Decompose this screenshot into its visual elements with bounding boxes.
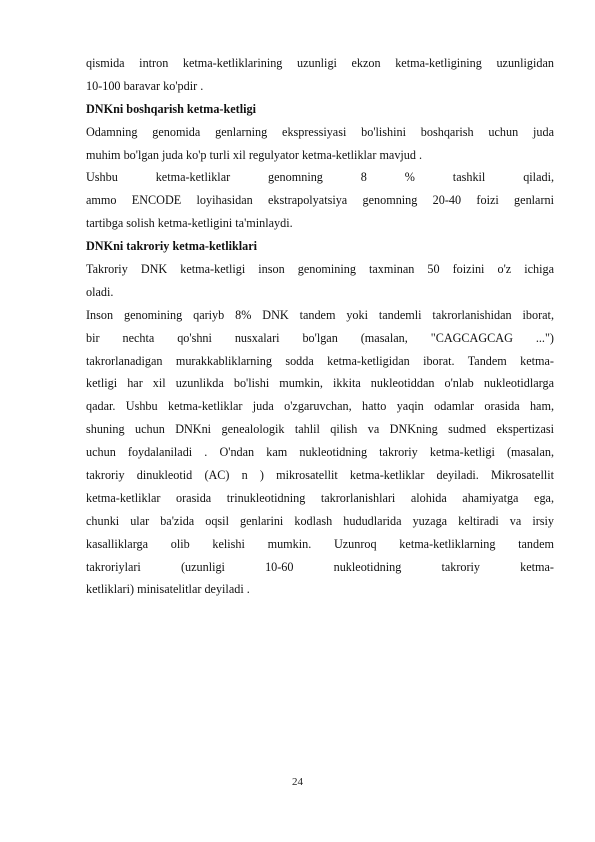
text-line: kasalliklarga olib kelishi mumkin. Uzunroq ketma-ketliklarning tandem bbox=[86, 536, 554, 551]
text-line: shuning uchun DNKni genealologik tahlil qilish va DNKning sudmed ekspertizasi bbox=[86, 422, 554, 437]
section-heading: DNKni takroriy ketma-ketliklari bbox=[86, 239, 258, 254]
text-line: ketligi har xil uzunlikda bo'lishi mumkin, ikkita nukleotiddan o'nlab nukleotidlarga bbox=[86, 376, 554, 391]
text-line: Takroriy DNK ketma-ketligi inson genomining taxminan 50 foizini o'z ichiga bbox=[86, 262, 554, 277]
text-line: qadar. Ushbu ketma-ketliklar juda o'zgaruvchan, hatto yaqin odamlar orasida ham, bbox=[86, 399, 554, 414]
text-line: 10-100 baravar ko'pdir . bbox=[86, 78, 204, 93]
text-line: Ushbu ketma-ketliklar genomning 8 % tashkil qiladi, bbox=[86, 170, 554, 185]
section-heading: DNKni boshqarish ketma-ketligi bbox=[86, 101, 256, 116]
text-line: bir nechta qo'shni nusxalari bo'lgan (masalan, "CAGCAGCAG ...") bbox=[86, 330, 554, 345]
document-body bbox=[86, 52, 554, 601]
text-line: qismida intron ketma-ketliklarining uzunligi ekzon ketma-ketligining uzunligidan bbox=[86, 56, 554, 70]
text-line: muhim bo'lgan juda ko'p turli xil regulyator ketma-ketliklar mavjud . bbox=[86, 147, 423, 162]
text-line: takrorlanadigan murakkabliklarning sodda ketma-ketligidan iborat. Tandem ketma- bbox=[86, 353, 554, 368]
page-number: 24 bbox=[292, 776, 303, 788]
text-line: oladi. bbox=[86, 284, 114, 299]
text-line: ketliklari) minisatelitlar deyiladi . bbox=[86, 582, 250, 597]
text-line: takroriylari (uzunligi 10-60 nukleotidning takroriy ketma- bbox=[86, 559, 554, 574]
text-line: uchun foydalaniladi . O'ndan kam nukleotidning takroriy ketma-ketligi (masalan, bbox=[86, 445, 554, 460]
text-line: tartibga solish ketma-ketligini ta'minlaydi. bbox=[86, 216, 293, 231]
text-line: ketma-ketliklar orasida trinukleotidning takrorlanishlari alohida ahamiyatga ega, bbox=[86, 490, 554, 505]
text-line: takroriy dinukleotid (AC) n ) mikrosatellit ketma-ketliklar deyiladi. Mikrosatellit bbox=[86, 468, 554, 483]
text-line: Odamning genomida genlarning ekspressiyasi bo'lishini boshqarish uchun juda bbox=[86, 124, 554, 139]
text-line: ammo ENCODE loyihasidan ekstrapolyatsiya genomning 20-40 foizi genlarni bbox=[86, 193, 554, 208]
text-line: chunki ular ba'zida oqsil genlarini kodlash hududlarida yuzaga keltiradi va irsiy bbox=[86, 513, 554, 528]
text-line: Inson genomining qariyb 8% DNK tandem yoki tandemli takrorlanishidan iborat, bbox=[86, 307, 554, 322]
